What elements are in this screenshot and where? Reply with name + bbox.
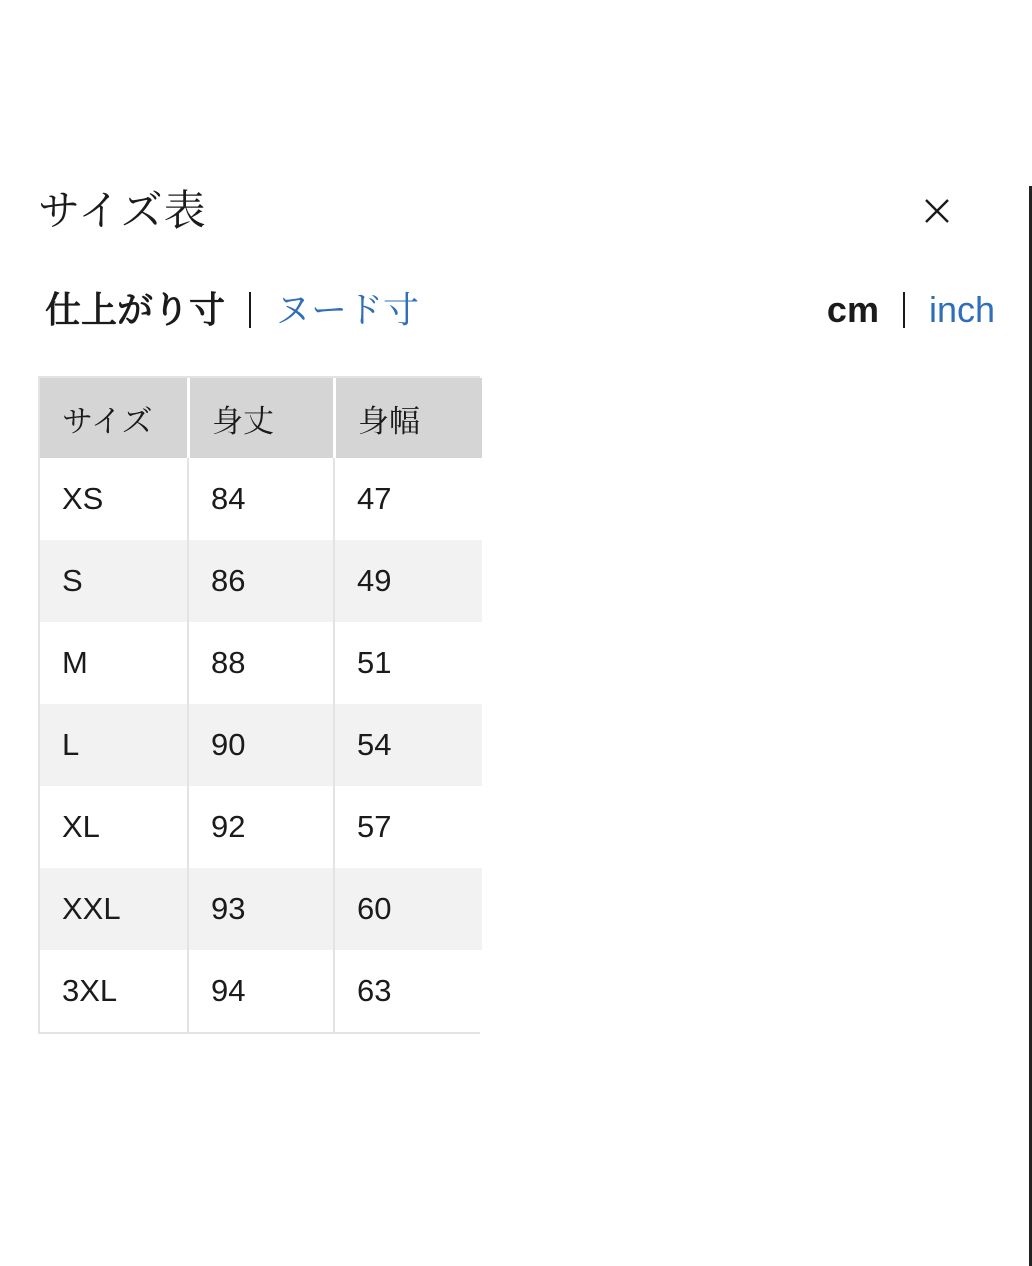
table-cell: XXL (40, 868, 187, 950)
table-cell: 57 (333, 786, 482, 868)
table-cell: M (40, 622, 187, 704)
column-header-width: 身幅 (333, 378, 482, 458)
modal-header (0, 186, 1032, 236)
table-row (40, 950, 482, 1032)
size-chart-modal (0, 186, 1032, 1034)
table-row (40, 458, 482, 540)
table-cell: 63 (333, 950, 482, 1032)
table-cell: 47 (333, 458, 482, 540)
table-cell: 51 (333, 622, 482, 704)
size-table-header (40, 378, 482, 458)
column-header-size: サイズ (40, 378, 187, 458)
size-table (38, 376, 480, 1034)
table-cell: XL (40, 786, 187, 868)
table-cell: 54 (333, 704, 482, 786)
page-title: サイズ表 (38, 187, 207, 234)
size-table-body (40, 458, 482, 1032)
table-cell: 90 (187, 704, 333, 786)
table-row (40, 868, 482, 950)
table-cell: 94 (187, 950, 333, 1032)
table-cell: 84 (187, 458, 333, 540)
header-row (40, 378, 482, 458)
unit-toggle (827, 288, 995, 332)
tab-nude-measurements[interactable]: ヌード寸 (275, 289, 420, 330)
table-cell: S (40, 540, 187, 622)
divider (249, 292, 251, 328)
unit-cm[interactable]: cm (826, 289, 879, 330)
table-row (40, 786, 482, 868)
column-header-length: 身丈 (187, 378, 333, 458)
table-cell: 88 (187, 622, 333, 704)
table-cell: XS (40, 458, 187, 540)
table-row (40, 622, 482, 704)
table-cell: 93 (187, 868, 333, 950)
table-row (40, 704, 482, 786)
tab-finished-measurements[interactable]: 仕上がり寸 (45, 289, 226, 330)
divider (903, 292, 905, 328)
close-button[interactable] (922, 196, 952, 226)
unit-inch[interactable]: inch (928, 289, 995, 330)
table-cell: 3XL (40, 950, 187, 1032)
close-icon (923, 197, 951, 225)
table-row (40, 540, 482, 622)
table-cell: 60 (333, 868, 482, 950)
table-cell: 92 (187, 786, 333, 868)
table-cell: 49 (333, 540, 482, 622)
controls-row (0, 288, 1032, 332)
table-cell: L (40, 704, 187, 786)
measurement-toggle (45, 288, 419, 332)
table-cell: 86 (187, 540, 333, 622)
